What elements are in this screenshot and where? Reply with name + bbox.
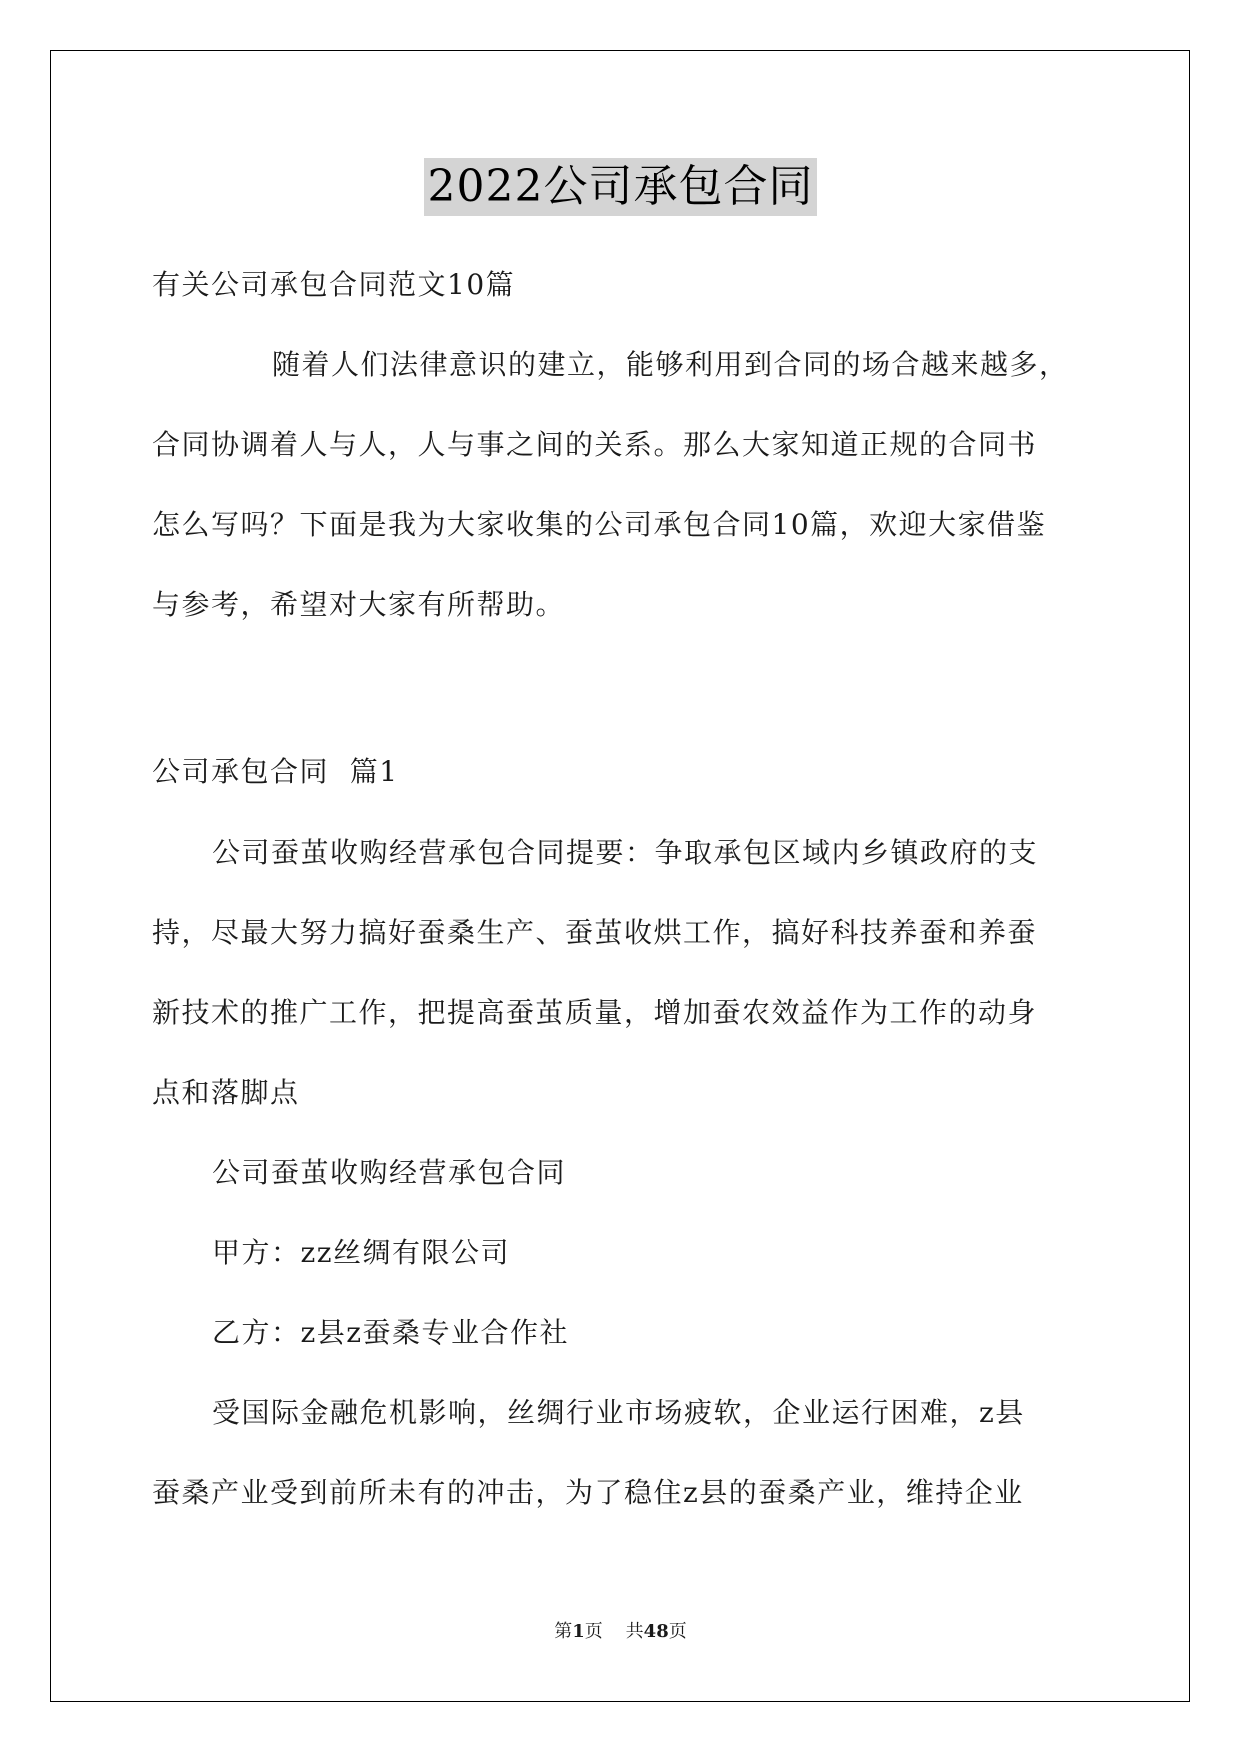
summary-line: 新技术的推广工作，把提高蚕茧质量，增加蚕农效益作为工作的动身 bbox=[152, 996, 1038, 1029]
document-title: 2022公司承包合同 bbox=[424, 158, 818, 216]
document-subtitle: 有关公司承包合同范文10篇 bbox=[152, 268, 516, 301]
party-b: 乙方：z县z蚕桑专业合作社 bbox=[212, 1316, 570, 1349]
body-line: 受国际金融危机影响，丝绸行业市场疲软，企业运行困难，z县 bbox=[212, 1396, 1025, 1429]
summary-line: 持，尽最大努力搞好蚕桑生产、蚕茧收烘工作，搞好科技养蚕和养蚕 bbox=[152, 916, 1038, 949]
title-wrap bbox=[0, 158, 1241, 216]
footer-suffix: 页 bbox=[668, 1621, 687, 1642]
intro-line: 与参考，希望对大家有所帮助。 bbox=[152, 588, 566, 621]
page-footer bbox=[0, 1620, 1241, 1644]
intro-line: 随着人们法律意识的建立，能够利用到合同的场合越来越多， bbox=[272, 348, 1069, 381]
intro-line: 怎么写吗？下面是我为大家收集的公司承包合同10篇，欢迎大家借鉴 bbox=[152, 508, 1047, 541]
summary-line: 点和落脚点 bbox=[152, 1076, 300, 1109]
summary-line: 公司蚕茧收购经营承包合同提要：争取承包区域内乡镇政府的支 bbox=[212, 836, 1039, 869]
contract-title: 公司蚕茧收购经营承包合同 bbox=[212, 1156, 567, 1189]
footer-prefix: 第 bbox=[554, 1621, 573, 1642]
intro-line: 合同协调着人与人，人与事之间的关系。那么大家知道正规的合同书 bbox=[152, 428, 1038, 461]
footer-total-pages: 48 bbox=[643, 1621, 669, 1642]
body-line: 蚕桑产业受到前所未有的冲击，为了稳住z县的蚕桑产业，维持企业 bbox=[152, 1476, 1024, 1509]
footer-page-number: 1 bbox=[572, 1621, 585, 1642]
section-heading: 公司承包合同 篇1 bbox=[152, 755, 399, 788]
footer-mid: 页 共 bbox=[584, 1621, 644, 1642]
party-a: 甲方：zz丝绸有限公司 bbox=[212, 1236, 511, 1269]
